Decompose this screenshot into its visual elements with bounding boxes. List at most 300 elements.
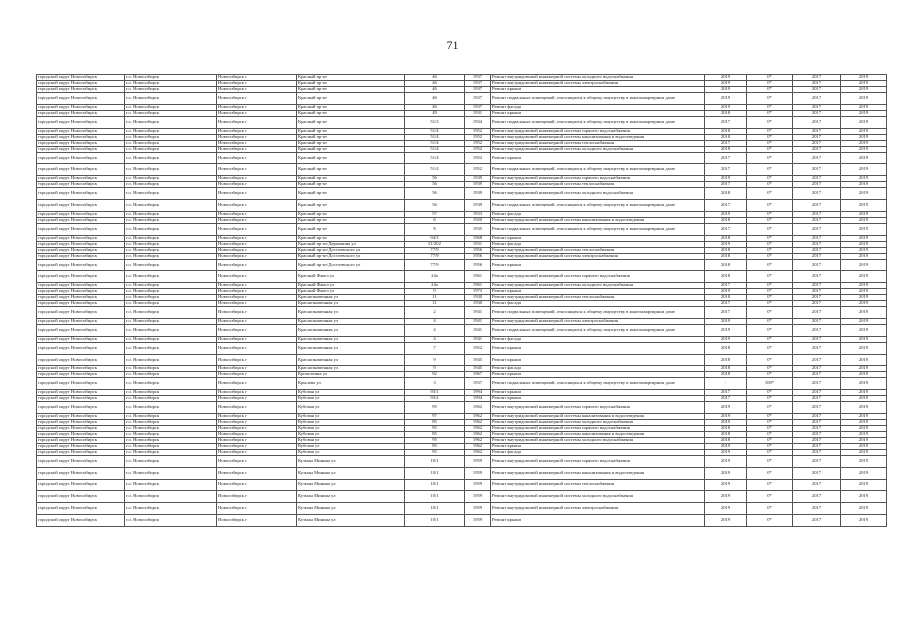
settlement-cell: г.о. Новосибирск <box>125 431 217 437</box>
period-start-cell: 2017 <box>793 431 841 437</box>
percent-cell: 0* <box>747 514 793 526</box>
period-end-cell: 2019 <box>841 241 887 247</box>
house-cell: 77/9 <box>405 253 465 259</box>
street-cell: Красный Факел ул <box>297 283 405 289</box>
locality-cell: Новосибирск г <box>217 295 297 301</box>
work-type-cell: Ремонт внутридомовой инженерной системы горячего водоснабжения <box>491 128 705 134</box>
period-start-cell: 2017 <box>793 75 841 81</box>
locality-cell: Новосибирск г <box>217 437 297 443</box>
percent-cell: 0* <box>747 199 793 211</box>
locality-cell: Новосибирск г <box>217 241 297 247</box>
percent-cell: 0* <box>747 503 793 515</box>
plan-year-cell: 2017 <box>705 164 747 176</box>
year-built-cell: 1962 <box>465 425 491 431</box>
settlement-cell: г.о. Новосибирск <box>125 396 217 402</box>
locality-cell: Новосибирск г <box>217 259 297 271</box>
house-cell: 56 <box>405 176 465 182</box>
table-row <box>37 503 887 515</box>
house-cell: 11 <box>405 295 465 301</box>
plan-year-cell: 2018 <box>705 259 747 271</box>
period-start-cell: 2017 <box>793 503 841 515</box>
period-end-cell: 2019 <box>841 378 887 390</box>
period-start-cell: 2017 <box>793 491 841 503</box>
work-type-cell: Ремонт внутридомовой инженерной системы холодного водоснабжения <box>491 75 705 81</box>
year-built-cell: 1934 <box>465 116 491 128</box>
period-end-cell: 2019 <box>841 110 887 116</box>
year-built-cell: 1937 <box>465 104 491 110</box>
table-row <box>37 271 887 283</box>
locality-cell: Новосибирск г <box>217 223 297 235</box>
period-start-cell: 2017 <box>793 514 841 526</box>
house-cell: 8 <box>405 223 465 235</box>
percent-cell: 0* <box>747 188 793 200</box>
period-start-cell: 2017 <box>793 164 841 176</box>
period-start-cell: 2017 <box>793 241 841 247</box>
plan-year-cell: 2017 <box>705 182 747 188</box>
locality-cell: Новосибирск г <box>217 104 297 110</box>
locality-cell: Новосибирск г <box>217 479 297 491</box>
plan-year-cell: - <box>705 378 747 390</box>
table-row <box>37 116 887 128</box>
house-cell: 51/4 <box>405 152 465 164</box>
period-start-cell: 2017 <box>793 271 841 283</box>
percent-cell: 0* <box>747 467 793 479</box>
house-cell: 9 <box>405 354 465 366</box>
house-cell: 93/2 <box>405 396 465 402</box>
house-cell: 56 <box>405 199 465 211</box>
locality-cell: Новосибирск г <box>217 514 297 526</box>
percent-cell: 0* <box>747 437 793 443</box>
percent-cell: 0* <box>747 104 793 110</box>
period-end-cell: 2019 <box>841 211 887 217</box>
period-start-cell: 2017 <box>793 390 841 396</box>
settlement-cell: г.о. Новосибирск <box>125 110 217 116</box>
plan-year-cell: 2019 <box>705 479 747 491</box>
street-cell: Кузьмы Минина ул <box>297 455 405 467</box>
period-start-cell: 2017 <box>793 235 841 241</box>
period-end-cell: 2019 <box>841 247 887 253</box>
settlement-cell: г.о. Новосибирск <box>125 217 217 223</box>
year-built-cell: 1941 <box>465 318 491 324</box>
settlement-cell: г.о. Новосибирск <box>125 211 217 217</box>
municipality-cell: городской округ Новосибирск <box>37 283 125 289</box>
work-type-cell: Ремонт внутридомовой инженерной системы холодного водоснабжения <box>491 419 705 425</box>
percent-cell: 0* <box>747 301 793 307</box>
municipality-cell: городской округ Новосибирск <box>37 81 125 87</box>
settlement-cell: г.о. Новосибирск <box>125 372 217 378</box>
locality-cell: Новосибирск г <box>217 116 297 128</box>
percent-cell: 0* <box>747 479 793 491</box>
year-built-cell: 1939 <box>465 182 491 188</box>
locality-cell: Новосибирск г <box>217 134 297 140</box>
period-end-cell: 2019 <box>841 104 887 110</box>
year-built-cell: 1962 <box>465 431 491 437</box>
municipality-cell: городской округ Новосибирск <box>37 235 125 241</box>
work-type-cell: Ремонт внутридомовой инженерной системы теплоснабжения <box>491 295 705 301</box>
settlement-cell: г.о. Новосибирск <box>125 455 217 467</box>
period-start-cell: 2017 <box>793 479 841 491</box>
percent-cell: 0* <box>747 431 793 437</box>
period-start-cell: 2017 <box>793 128 841 134</box>
street-cell: Красный пр-кт <box>297 116 405 128</box>
period-end-cell: 2019 <box>841 479 887 491</box>
municipality-cell: городской округ Новосибирск <box>37 140 125 146</box>
plan-year-cell: 2019 <box>705 514 747 526</box>
percent-cell: 0* <box>747 134 793 140</box>
period-start-cell: 2017 <box>793 146 841 152</box>
work-type-cell: Ремонт крыши <box>491 372 705 378</box>
municipality-cell: городской округ Новосибирск <box>37 455 125 467</box>
settlement-cell: г.о. Новосибирск <box>125 283 217 289</box>
work-type-cell: Ремонт подвальных помещений, относящихся к общему имуществу в многоквартирном доме <box>491 307 705 319</box>
percent-cell: 0* <box>747 235 793 241</box>
locality-cell: Новосибирск г <box>217 378 297 390</box>
period-start-cell: 2017 <box>793 419 841 425</box>
period-start-cell: 2017 <box>793 110 841 116</box>
locality-cell: Новосибирск г <box>217 402 297 414</box>
period-end-cell: 2019 <box>841 283 887 289</box>
year-built-cell: 1961 <box>465 283 491 289</box>
settlement-cell: г.о. Новосибирск <box>125 164 217 176</box>
percent-cell: 0* <box>747 342 793 354</box>
percent-cell: 0* <box>747 271 793 283</box>
settlement-cell: г.о. Новосибирск <box>125 247 217 253</box>
municipality-cell: городской округ Новосибирск <box>37 425 125 431</box>
work-type-cell: Ремонт внутридомовой инженерной системы канализования и водоотведения <box>491 217 705 223</box>
municipality-cell: городской округ Новосибирск <box>37 217 125 223</box>
municipality-cell: городской округ Новосибирск <box>37 253 125 259</box>
street-cell: Красный пр-кт/Державина ул <box>297 241 405 247</box>
street-cell: Красный пр-кт <box>297 110 405 116</box>
percent-cell: 0* <box>747 402 793 414</box>
plan-year-cell: 2018 <box>705 134 747 140</box>
street-cell: Красный пр-кт <box>297 217 405 223</box>
locality-cell: Новосибирск г <box>217 503 297 515</box>
locality-cell: Новосибирск г <box>217 419 297 425</box>
municipality-cell: городской округ Новосибирск <box>37 324 125 336</box>
municipality-cell: городской округ Новосибирск <box>37 307 125 319</box>
house-cell: 92 <box>405 372 465 378</box>
street-cell: Красный пр-кт <box>297 93 405 105</box>
table-body <box>37 75 887 527</box>
street-cell: Кубовая ул <box>297 390 405 396</box>
plan-year-cell: 2018 <box>705 235 747 241</box>
settlement-cell: г.о. Новосибирск <box>125 514 217 526</box>
locality-cell: Новосибирск г <box>217 81 297 87</box>
locality-cell: Новосибирск г <box>217 217 297 223</box>
locality-cell: Новосибирск г <box>217 390 297 396</box>
street-cell: Красный пр-кт <box>297 182 405 188</box>
locality-cell: Новосибирск г <box>217 283 297 289</box>
table-row <box>37 259 887 271</box>
table-row <box>37 199 887 211</box>
municipality-cell: городской округ Новосибирск <box>37 93 125 105</box>
work-type-cell: Ремонт подвальных помещений, относящихся к общему имуществу в многоквартирном доме <box>491 93 705 105</box>
percent-cell: 0* <box>747 241 793 247</box>
period-end-cell: 2019 <box>841 164 887 176</box>
percent-cell: 0* <box>747 75 793 81</box>
plan-year-cell: 2018 <box>705 188 747 200</box>
table-row <box>37 307 887 319</box>
table-row <box>37 93 887 105</box>
year-built-cell: 1952 <box>465 128 491 134</box>
period-end-cell: 2019 <box>841 271 887 283</box>
street-cell: Кубовая ул <box>297 449 405 455</box>
table-row <box>37 152 887 164</box>
house-cell: 9 <box>405 289 465 295</box>
settlement-cell: г.о. Новосибирск <box>125 336 217 342</box>
plan-year-cell: 2019 <box>705 176 747 182</box>
municipality-cell: городской округ Новосибирск <box>37 116 125 128</box>
street-cell: Красный пр-кт <box>297 188 405 200</box>
work-type-cell: Ремонт внутридомовой инженерной системы горячего водоснабжения <box>491 271 705 283</box>
plan-year-cell: 2019 <box>705 211 747 217</box>
table-row <box>37 223 887 235</box>
plan-year-cell: 2017 <box>705 390 747 396</box>
period-start-cell: 2017 <box>793 199 841 211</box>
plan-year-cell: 2019 <box>705 455 747 467</box>
year-built-cell: 1935 <box>465 223 491 235</box>
street-cell: Красный пр-кт/Достоевского ул <box>297 253 405 259</box>
work-type-cell: Ремонт подвальных помещений, относящихся к общему имуществу в многоквартирном доме <box>491 324 705 336</box>
settlement-cell: г.о. Новосибирск <box>125 259 217 271</box>
plan-year-cell: 2018 <box>705 366 747 372</box>
period-start-cell: 2017 <box>793 152 841 164</box>
plan-year-cell: 2018 <box>705 247 747 253</box>
locality-cell: Новосибирск г <box>217 354 297 366</box>
year-built-cell: 1959 <box>465 467 491 479</box>
settlement-cell: г.о. Новосибирск <box>125 199 217 211</box>
house-cell: 85 <box>405 431 465 437</box>
locality-cell: Новосибирск г <box>217 491 297 503</box>
year-built-cell: 1962 <box>465 437 491 443</box>
municipality-cell: городской округ Новосибирск <box>37 443 125 449</box>
year-built-cell: 1941 <box>465 307 491 319</box>
year-built-cell: 1931 <box>465 241 491 247</box>
plan-year-cell: 2019 <box>705 87 747 93</box>
street-cell: Кузьмы Минина ул <box>297 503 405 515</box>
year-built-cell: 1967 <box>465 372 491 378</box>
year-built-cell: 1952 <box>465 342 491 354</box>
period-start-cell: 2017 <box>793 289 841 295</box>
municipality-cell: городской округ Новосибирск <box>37 390 125 396</box>
work-type-cell: Ремонт внутридомовой инженерной системы холодного водоснабжения <box>491 283 705 289</box>
municipality-cell: городской округ Новосибирск <box>37 182 125 188</box>
year-built-cell: 1939 <box>465 199 491 211</box>
work-type-cell: Ремонт внутридомовой инженерной системы электроснабжения <box>491 318 705 324</box>
municipality-cell: городской округ Новосибирск <box>37 467 125 479</box>
period-start-cell: 2017 <box>793 336 841 342</box>
period-start-cell: 2017 <box>793 87 841 93</box>
house-cell: 4 <box>405 318 465 324</box>
work-type-cell: Ремонт внутридомовой инженерной системы канализования и водоотведения <box>491 134 705 140</box>
street-cell: Кубовая ул <box>297 419 405 425</box>
locality-cell: Новосибирск г <box>217 301 297 307</box>
period-end-cell: 2019 <box>841 140 887 146</box>
work-type-cell: Ремонт крыши <box>491 152 705 164</box>
table-row <box>37 467 887 479</box>
plan-year-cell: 2018 <box>705 425 747 431</box>
year-built-cell: 1952 <box>465 140 491 146</box>
settlement-cell: г.о. Новосибирск <box>125 419 217 425</box>
street-cell: Красный пр-кт <box>297 152 405 164</box>
locality-cell: Новосибирск г <box>217 253 297 259</box>
work-type-cell: Ремонт фасада <box>491 366 705 372</box>
house-cell: 56 <box>405 182 465 188</box>
period-end-cell: 2019 <box>841 425 887 431</box>
page-number: 71 <box>446 38 459 52</box>
work-type-cell: Ремонт внутридомовой инженерной системы горячего водоснабжения <box>491 425 705 431</box>
percent-cell: 0* <box>747 128 793 134</box>
locality-cell: Новосибирск г <box>217 372 297 378</box>
plan-year-cell: 2019 <box>705 336 747 342</box>
percent-cell: 0* <box>747 176 793 182</box>
municipality-cell: городской округ Новосибирск <box>37 295 125 301</box>
locality-cell: Новосибирск г <box>217 87 297 93</box>
municipality-cell: городской округ Новосибирск <box>37 128 125 134</box>
settlement-cell: г.о. Новосибирск <box>125 307 217 319</box>
work-type-cell: Ремонт фасада <box>491 211 705 217</box>
street-cell: Красный пр-кт <box>297 81 405 87</box>
plan-year-cell: 2017 <box>705 223 747 235</box>
period-end-cell: 2019 <box>841 366 887 372</box>
locality-cell: Новосибирск г <box>217 128 297 134</box>
house-cell: 95 <box>405 437 465 443</box>
municipality-cell: городской округ Новосибирск <box>37 110 125 116</box>
locality-cell: Новосибирск г <box>217 93 297 105</box>
plan-year-cell: 2017 <box>705 301 747 307</box>
settlement-cell: г.о. Новосибирск <box>125 366 217 372</box>
work-type-cell: Ремонт подвальных помещений, относящихся к общему имуществу в многоквартирном доме <box>491 116 705 128</box>
period-start-cell: 2017 <box>793 467 841 479</box>
plan-year-cell: 2019 <box>705 81 747 87</box>
work-type-cell: Ремонт крыши <box>491 514 705 526</box>
percent-cell: 0* <box>747 413 793 419</box>
plan-year-cell: 2019 <box>705 402 747 414</box>
work-type-cell: Ремонт внутридомовой инженерной системы канализования и водоотведения <box>491 413 705 419</box>
period-end-cell: 2019 <box>841 235 887 241</box>
percent-cell: 0* <box>747 164 793 176</box>
table-row <box>37 479 887 491</box>
year-built-cell: 1956 <box>465 253 491 259</box>
work-type-cell: Ремонт крыши <box>491 110 705 116</box>
plan-year-cell: 2018 <box>705 110 747 116</box>
plan-year-cell: 2019 <box>705 318 747 324</box>
municipality-cell: городской округ Новосибирск <box>37 318 125 324</box>
settlement-cell: г.о. Новосибирск <box>125 437 217 443</box>
locality-cell: Новосибирск г <box>217 211 297 217</box>
settlement-cell: г.о. Новосибирск <box>125 188 217 200</box>
municipality-cell: городской округ Новосибирск <box>37 503 125 515</box>
percent-cell: 0* <box>747 366 793 372</box>
house-cell: 93/1 <box>405 390 465 396</box>
period-end-cell: 2019 <box>841 390 887 396</box>
period-end-cell: 2019 <box>841 419 887 425</box>
settlement-cell: г.о. Новосибирск <box>125 81 217 87</box>
settlement-cell: г.о. Новосибирск <box>125 301 217 307</box>
street-cell: Красный пр-кт <box>297 140 405 146</box>
street-cell: Кузьмы Минина ул <box>297 467 405 479</box>
house-cell: 10/1 <box>405 455 465 467</box>
municipality-cell: городской округ Новосибирск <box>37 134 125 140</box>
house-cell: 10/1 <box>405 514 465 526</box>
street-cell: Краснознаменная ул <box>297 342 405 354</box>
year-built-cell: 1952 <box>465 164 491 176</box>
percent-cell: 0* <box>747 283 793 289</box>
settlement-cell: г.о. Новосибирск <box>125 324 217 336</box>
period-end-cell: 2019 <box>841 87 887 93</box>
period-start-cell: 2017 <box>793 443 841 449</box>
municipality-cell: городской округ Новосибирск <box>37 372 125 378</box>
street-cell: Кузьмы Минина ул <box>297 479 405 491</box>
municipality-cell: городской округ Новосибирск <box>37 413 125 419</box>
percent-cell: 0* <box>747 318 793 324</box>
plan-year-cell: 2018 <box>705 271 747 283</box>
street-cell: Красный пр-кт/Достоевского ул <box>297 247 405 253</box>
work-type-cell: Ремонт крыши <box>491 289 705 295</box>
year-built-cell: 1962 <box>465 443 491 449</box>
locality-cell: Новосибирск г <box>217 443 297 449</box>
period-start-cell: 2017 <box>793 354 841 366</box>
locality-cell: Новосибирск г <box>217 182 297 188</box>
percent-cell: 0* <box>747 87 793 93</box>
period-end-cell: 2019 <box>841 289 887 295</box>
street-cell: Краснознаменная ул <box>297 295 405 301</box>
locality-cell: Новосибирск г <box>217 413 297 419</box>
year-built-cell: 1961 <box>465 271 491 283</box>
house-cell: 51/4 <box>405 134 465 140</box>
work-type-cell: Ремонт фасада <box>491 449 705 455</box>
work-type-cell: Ремонт крыши <box>491 390 705 396</box>
work-type-cell: Ремонт внутридомовой инженерной системы теплоснабжения <box>491 182 705 188</box>
municipality-cell: городской округ Новосибирск <box>37 211 125 217</box>
plan-year-cell: 2018 <box>705 372 747 378</box>
locality-cell: Новосибирск г <box>217 146 297 152</box>
house-cell: 51/4 <box>405 128 465 134</box>
street-cell: Красный пр-кт <box>297 235 405 241</box>
plan-year-cell: 2017 <box>705 140 747 146</box>
house-cell: 2 <box>405 307 465 319</box>
work-type-cell: Ремонт фасада <box>491 336 705 342</box>
settlement-cell: г.о. Новосибирск <box>125 378 217 390</box>
municipality-cell: городской округ Новосибирск <box>37 152 125 164</box>
locality-cell: Новосибирск г <box>217 467 297 479</box>
work-type-cell: Ремонт фасада <box>491 104 705 110</box>
period-start-cell: 2017 <box>793 366 841 372</box>
settlement-cell: г.о. Новосибирск <box>125 253 217 259</box>
period-start-cell: 2017 <box>793 188 841 200</box>
work-type-cell: Ремонт внутридомовой инженерной системы горячего водоснабжения <box>491 176 705 182</box>
municipality-cell: городской округ Новосибирск <box>37 247 125 253</box>
year-built-cell: 1937 <box>465 93 491 105</box>
percent-cell: 0* <box>747 372 793 378</box>
year-built-cell: 1941 <box>465 324 491 336</box>
period-end-cell: 2019 <box>841 402 887 414</box>
plan-year-cell: 2017 <box>705 199 747 211</box>
period-start-cell: 2017 <box>793 134 841 140</box>
plan-year-cell: 2019 <box>705 324 747 336</box>
municipality-cell: городской округ Новосибирск <box>37 75 125 81</box>
municipality-cell: городской округ Новосибирск <box>37 104 125 110</box>
street-cell: Красный пр-кт <box>297 87 405 93</box>
year-built-cell: 1933 <box>465 211 491 217</box>
municipality-cell: городской округ Новосибирск <box>37 336 125 342</box>
street-cell: Краснознаменная ул <box>297 301 405 307</box>
locality-cell: Новосибирск г <box>217 431 297 437</box>
period-end-cell: 2019 <box>841 301 887 307</box>
work-type-cell: Ремонт внутридомовой инженерной системы холодного водоснабжения <box>491 491 705 503</box>
period-start-cell: 2017 <box>793 140 841 146</box>
